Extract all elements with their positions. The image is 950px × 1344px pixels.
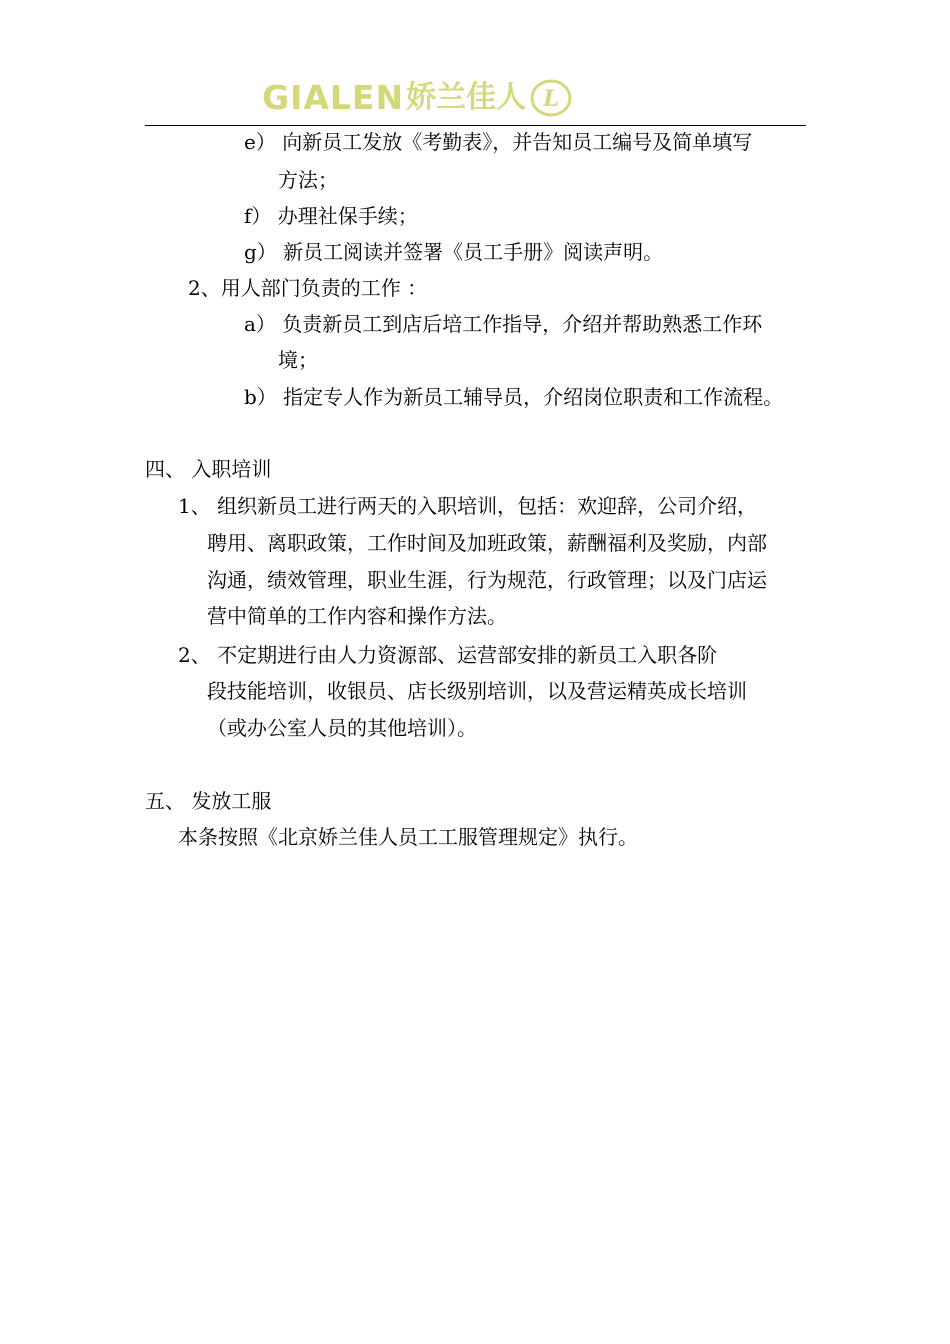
header-divider <box>145 125 806 126</box>
list-item-e: e） 向新员工发放《考勤表》，并告知员工编号及简单填写 <box>244 130 753 154</box>
list-item-a-continued: 境； <box>278 348 318 372</box>
paragraph-training-2-line-3: （或办公室人员的其他培训）。 <box>207 716 477 740</box>
paragraph-training-1-line-3: 沟通，绩效管理，职业生涯，行为规范，行政管理；以及门店运 <box>207 568 767 592</box>
svg-text:L: L <box>543 86 559 112</box>
section-heading-onboarding-training: 四、 入职培训 <box>145 457 272 481</box>
list-item-a: a） 负责新员工到店后培工作指导，介绍并帮助熟悉工作环 <box>244 312 763 336</box>
logo-latin-text: GIALEN <box>262 78 405 117</box>
list-item-g: g） 新员工阅读并签署《员工手册》阅读声明。 <box>244 240 664 264</box>
paragraph-training-1: 1、 组织新员工进行两天的入职培训，包括：欢迎辞，公司介绍， <box>178 494 758 518</box>
paragraph-training-2: 2、 不定期进行由人力资源部、运营部安排的新员工入职各阶 <box>178 643 718 667</box>
list-item-e-continued: 方法； <box>278 168 338 192</box>
list-item-b: b） 指定专人作为新员工辅导员，介绍岗位职责和工作流程。 <box>244 385 784 409</box>
section-heading-department: 2、用人部门负责的工作 ： <box>188 276 428 300</box>
paragraph-training-2-line-2: 段技能培训，收银员、店长级别培训，以及营运精英成长培训 <box>207 679 747 703</box>
logo-cjk-text: 娇兰佳人 <box>406 80 527 115</box>
paragraph-training-1-line-2: 聘用、离职政策，工作时间及加班政策，薪酬福利及奖励，内部 <box>207 531 767 555</box>
section-heading-uniform: 五、 发放工服 <box>145 789 272 813</box>
paragraph-uniform: 本条按照《北京娇兰佳人员工工服管理规定》执行。 <box>178 825 638 849</box>
logo-seal-icon <box>530 78 572 118</box>
paragraph-training-1-line-4: 营中简单的工作内容和操作方法。 <box>207 604 507 628</box>
list-item-f: f） 办理社保手续； <box>244 204 418 228</box>
company-logo <box>262 78 572 118</box>
